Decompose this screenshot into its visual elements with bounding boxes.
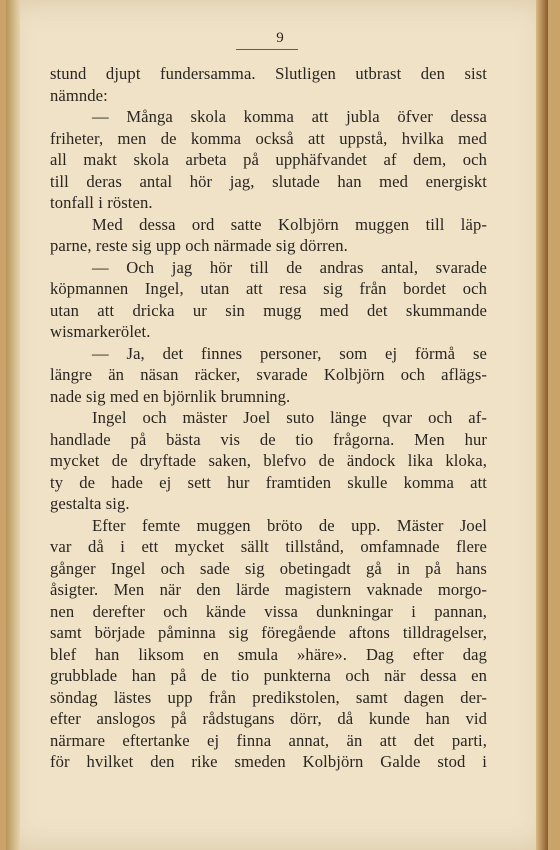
text-line: längre än näsan räcker, svarade Kolbjörn och aflägs-	[50, 365, 487, 384]
text-line: tonfall i rösten.	[50, 193, 153, 212]
text-line: all makt skola arbeta på upphäfvandet af dem, och	[50, 150, 487, 169]
text-line: — Ja, det finnes personer, som ej förmå se	[92, 343, 487, 363]
text-line: handlade på bästa vis de tio frågorna. Men hur	[50, 429, 487, 449]
text-line: till deras antal hör jag, slutade han med energiskt	[50, 171, 487, 191]
text-line: nen derefter och kände vissa dunkningar i pannan,	[50, 601, 487, 621]
text-line: — Och jag hör till de andras antal, svarade	[92, 257, 487, 277]
body-text	[50, 63, 487, 773]
text-line: wismarkerölet.	[50, 322, 151, 341]
text-line: Med dessa ord satte Kolbjörn muggen till läp-	[92, 214, 487, 234]
text-line: — Många skola komma att jubla öfver dessa	[92, 107, 487, 126]
text-line: köpmannen Ingel, utan att resa sig från bordet och	[50, 279, 487, 298]
text-line: åsigter. Men när den lärde magistern vaknade morgo-	[50, 580, 487, 599]
text-line: nämnde:	[50, 85, 108, 105]
text-line: blef han liksom en smula »häre». Dag efter dag	[50, 644, 487, 664]
text-line: stund djupt fundersamma. Slutligen utbrast den sist	[50, 64, 487, 83]
text-line: Efter femte muggen bröto de upp. Mäster Joel	[92, 515, 487, 535]
page-number: 9	[276, 30, 284, 46]
text-line: nade sig med en björnlik brumning.	[50, 386, 291, 406]
text-line: gånger Ingel och sade sig obetingadt gå in på hans	[50, 558, 487, 578]
text-line: Ingel och mäster Joel suto länge qvar och af-	[92, 408, 487, 427]
text-line: efter anslogos på rådstugans dörr, då kunde han vid	[50, 709, 487, 728]
text-line: för hvilket den rike smeden Kolbjörn Galde stod i	[50, 752, 487, 771]
text-line: mycket de dryftade saken, blefvo de ändock lika kloka,	[50, 451, 487, 470]
text-line: utan att dricka ur sin mugg med det skummande	[50, 300, 487, 320]
text-line: närmare eftertanke ej finna annat, än att det parti,	[50, 730, 487, 750]
text-line: söndag lästes upp från predikstolen, samt dagen der-	[50, 687, 487, 707]
text-line: grubblade han på de tio punkterna och när dessa en	[50, 666, 487, 685]
page-edge	[536, 0, 548, 850]
text-line: ty de hade ej sett hur framtiden skulle komma att	[50, 472, 487, 492]
text-line: parne, reste sig upp och närmade sig dörren.	[50, 236, 348, 255]
text-line: var då i ett mycket sällt tillstånd, omfamnade flere	[50, 537, 487, 556]
text-line: friheter, men de komma också att uppstå, hvilka med	[50, 128, 487, 148]
text-line: gestalta sig.	[50, 494, 130, 513]
header-rule	[236, 49, 298, 50]
text-line: samt började påminna sig föregående aftons tilldragelser,	[50, 623, 487, 642]
page-gutter	[6, 0, 20, 850]
